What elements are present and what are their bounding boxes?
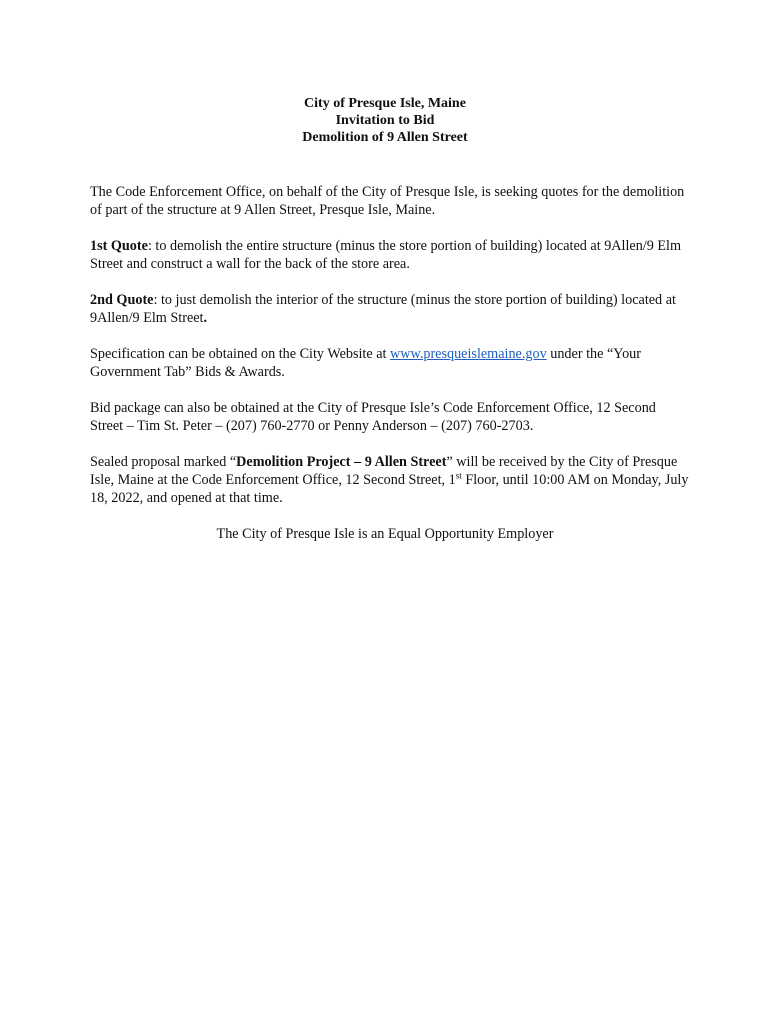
sealed-after: Floor, until 10:00 AM on Monday, July 18, 2022, and opened at that time. <box>90 472 689 506</box>
quote1-label: 1st Quote <box>90 238 148 254</box>
sealed-project-name: Demolition Project – 9 Allen Street <box>236 454 447 470</box>
quote2-paragraph <box>90 291 690 327</box>
sealed-before: Sealed proposal marked “ <box>90 454 237 470</box>
intro-paragraph <box>90 183 690 219</box>
document-header <box>0 95 770 146</box>
equal-opportunity-statement: The City of Presque Isle is an Equal Opportunity Employer <box>216 526 554 542</box>
quote1-paragraph <box>90 237 690 273</box>
intro-text: The Code Enforcement Office, on behalf of the City of Presque Isle, is seeking quotes for the demolition of part of the structure at 9 Allen Street, Presque Isle, Maine. <box>90 184 685 218</box>
bid-package-paragraph <box>90 399 690 435</box>
quote1-text: : to demolish the entire structure (minus the store portion of building) located at 9Allen/9 Elm Street and construct a wall for the back of the store area. <box>90 238 682 272</box>
specification-before: Specification can be obtained on the City Website at <box>90 346 390 362</box>
sealed-middle: ” will be received by the City of Presque Isle, Maine at the Code Enforcement Office, 12 Second Street, 1 <box>90 454 678 488</box>
bid-package-text: Bid package can also be obtained at the City of Presque Isle’s Code Enforcement Office, 12 Second Street – Tim St. Peter – (207) 760-2770 or Penny Anderson – (207) 760-2703. <box>90 400 656 434</box>
sealed-proposal-paragraph <box>90 453 690 507</box>
header-invitation: Invitation to Bid <box>335 113 435 128</box>
header-city: City of Presque Isle, Maine <box>304 96 466 111</box>
quote2-text: : to just demolish the interior of the structure (minus the store portion of building) located at 9Allen/9 Elm Street <box>90 292 676 326</box>
header-project: Demolition of 9 Allen Street <box>302 130 468 145</box>
specification-paragraph <box>90 345 690 381</box>
quote2-end: . <box>203 310 208 326</box>
sealed-floor-suffix: st <box>455 470 462 481</box>
quote2-label: 2nd Quote <box>90 292 154 308</box>
city-website-link[interactable]: www.presqueislemaine.gov <box>390 346 547 362</box>
specification-after: under the “Your Government Tab” Bids & Awards. <box>90 346 641 380</box>
document-body <box>90 183 690 543</box>
